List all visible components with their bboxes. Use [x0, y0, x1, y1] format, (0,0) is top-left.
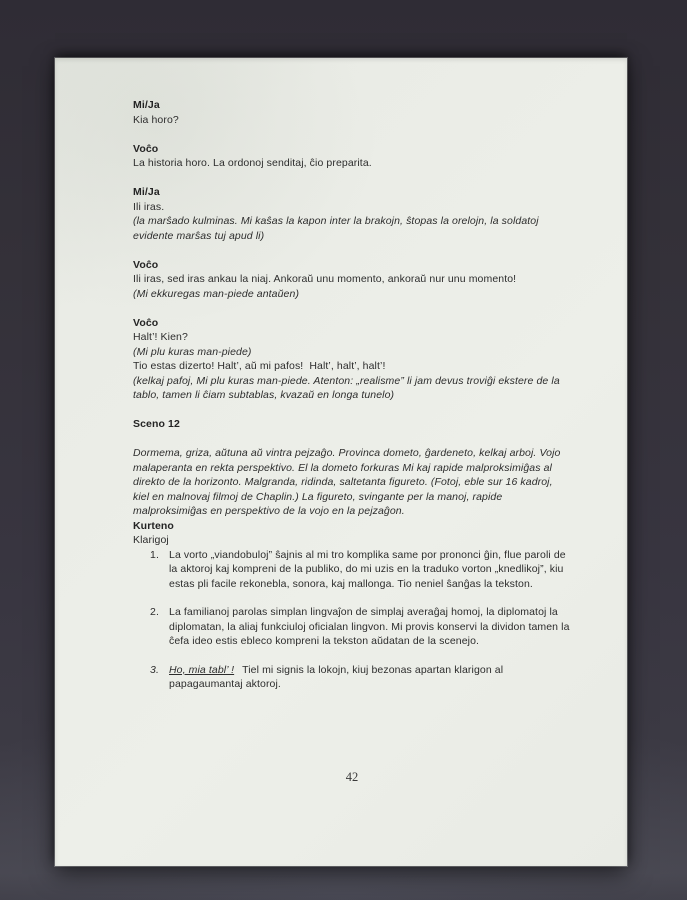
note-item [133, 605, 571, 649]
note-text [169, 663, 571, 692]
note-text: La vorto „viandobuloj” ŝajnis al mi tro komplika same por prononci ĝin, flue paroli de la aktoroj kaj kompreni de la publiko, do mi uzis en la traduko vorton „knedlikoj”, kiu estas pli facile rekonebla, sonora, kaj mallonga. Tio neniel ŝanĝas la tekston. [169, 548, 569, 590]
dialogue-block [133, 258, 571, 302]
note-item [133, 548, 571, 592]
dialogue-line: Ili iras. [133, 200, 165, 213]
stage-direction: (Mi plu kuras man-piede) [133, 345, 252, 358]
notes-heading: Klarigoj [133, 534, 169, 546]
stage-direction: (Mi ekkuregas man-piede antaŭen) [133, 287, 300, 300]
note-number: 3. [150, 663, 159, 676]
scene-heading-block [133, 417, 571, 432]
speaker-name: Voĉo [133, 316, 159, 329]
page-content [133, 98, 571, 706]
scene-description: Dormema, griza, aŭtuna aŭ vintra pejzaĝo. Provinca dometo, ĝardeneto, kelkaj arboj. Vojo malaperanta en rekta perspektivo. El la dometo forkuras Mi kaj rapide malproksimiĝas al direkto de la horizonto. Malgranda, ridinda, saltetanta figureto. (Fotoj, eble sur 16 kadroj, kiel en malnovaj filmoj de Chaplin.) La figureto, svingante per la manoj, rapide malproksimiĝas en perspektivo de la vojo en la pejzaĝon. [133, 447, 564, 517]
dialogue-line: Ili iras, sed iras ankau la niaj. Ankoraŭ unu momento, ankoraŭ nur unu momento! [133, 273, 517, 285]
note-number: 1. [150, 548, 159, 561]
page-number: 42 [345, 770, 359, 784]
dialogue-block [133, 142, 571, 171]
dialogue-line: Tio estas dizerto! Halt’, aŭ mi pafos! Halt’, halt’, halt’! [133, 360, 386, 372]
speaker-name: Mi/Ja [133, 99, 160, 111]
stage-direction: (la marŝado kulminas. Mi kaŝas la kapon inter la brakojn, ŝtopas la orelojn, la soldatoj evidente marŝas tuj apud li) [133, 215, 542, 242]
dialogue-block [133, 98, 571, 127]
note-item [133, 663, 571, 692]
speaker-name: Voĉo [133, 142, 159, 155]
dialogue-line: Halt’! Kien? [133, 331, 188, 343]
stage-direction: (kelkaj pafoj, Mi plu kuras man-piede. Atenton: „realisme” li jam devus troviĝi ekstere de la tablo, tamen li ĉiam subtablas, kvazaŭ en longa tunelo) [133, 374, 563, 401]
note-text: La familianoj parolas simplan lingvaĵon de simplaj averaĝaj homoj, la diplomatoj la diplomatan, la aliaj funkciuloj oficialan lingvon. Mi provis konservi la dividon tamen la ĉefa ideo estis ebleco kompreni la tekston aŭdatan de la scenejo. [169, 606, 573, 647]
scene-heading: Sceno 12 [133, 418, 180, 430]
script-page [55, 58, 627, 866]
dialogue-line: La historia horo. La ordonoj senditaj, ĉio preparita. [133, 157, 372, 169]
speaker-name: Mi/Ja [133, 186, 160, 198]
speaker-name: Voĉo [133, 258, 159, 271]
dialogue-line: Kia horo? [133, 113, 179, 126]
curtain-label: Kurteno [133, 519, 174, 532]
note-number: 2. [150, 606, 159, 618]
dialogue-block [133, 185, 571, 243]
note-text-rest: Tiel mi signis la lokojn, kiuj bezonas apartan klarigon al papagaumantaj aktoroj. [169, 663, 507, 690]
note-lead-phrase: Ho, mia tabl’ ! [169, 663, 235, 676]
dialogue-block [133, 316, 571, 403]
